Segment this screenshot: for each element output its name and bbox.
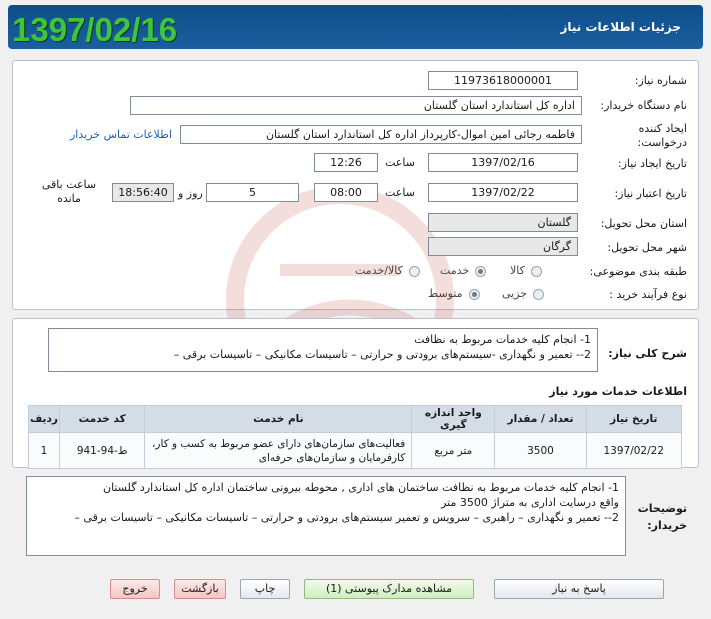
cell-service-code: ط-94-941 — [59, 433, 145, 469]
services-table — [28, 405, 682, 469]
summary-line-1: 1- انجام کلیه خدمات مربوط به نظافت — [414, 333, 591, 346]
summary-box — [48, 328, 598, 372]
buyer-notes-line-3: 2-- تعمیر و نگهداری – راهبری – سرویس و تعمیر سیستم‌های برودتی و حرارتی – تاسیسات مکانیکی – تاسیسات برقی – — [74, 511, 619, 524]
buyer-label: نام دستگاه خریدار: — [600, 99, 687, 112]
radio-icon — [409, 266, 420, 277]
buyer-contact-link[interactable]: اطلاعات تماس خریدار — [70, 128, 172, 141]
creator-field: فاطمه رجائی امین اموال-کارپرداز اداره کل استاندارد استان گلستان — [180, 125, 582, 144]
validity-time-label: ساعت — [385, 186, 415, 199]
col-unit: واحد اندازه گیری — [412, 406, 495, 433]
days-label: روز و — [178, 187, 203, 200]
radio-icon — [533, 289, 544, 300]
cell-service-name: فعالیت‌های سازمان‌های دارای عضو مربوط به کسب و کار، کارفرمایان و سازمان‌های حرفه‌ای — [145, 433, 412, 469]
table-header-row — [29, 406, 682, 433]
buyer-field: اداره کل استاندارد استان گلستان — [130, 96, 582, 115]
col-service-code: کد خدمت — [59, 406, 145, 433]
summary-label: شرح کلی نیاز: — [608, 347, 687, 360]
buyer-notes-label: توضیحات خریدار: — [637, 502, 687, 532]
creator-label: ایجاد کننده درخواست: — [637, 122, 687, 149]
col-row: ردیف — [29, 406, 60, 433]
col-date: تاریخ نیاز — [586, 406, 681, 433]
validity-date-field: 1397/02/22 — [428, 183, 578, 202]
remaining-time-label: ساعت باقی مانده — [41, 178, 97, 205]
created-date-field: 1397/02/16 — [428, 153, 578, 172]
validity-time-field: 08:00 — [314, 183, 378, 202]
radio-selected-icon — [475, 266, 486, 277]
category-option-goods-service[interactable]: کالا/خدمت — [355, 264, 420, 277]
need-number-label: شماره نیاز: — [634, 74, 687, 87]
col-service-name: نام خدمت — [145, 406, 412, 433]
created-date-label: تاریخ ایجاد نیاز: — [617, 157, 687, 170]
validity-date-label: تاریخ اعتبار نیاز: — [614, 187, 687, 200]
attachments-button[interactable]: مشاهده مدارک پیوستی (1) — [304, 579, 474, 599]
buyer-notes-box — [26, 476, 626, 556]
col-qty: تعداد / مقدار — [495, 406, 586, 433]
province-label: استان محل تحویل: — [600, 217, 687, 230]
need-number-field: 11973618000001 — [428, 71, 578, 90]
process-label: نوع فرآیند خرید : — [609, 288, 687, 301]
created-time-label: ساعت — [385, 156, 415, 169]
radio-icon — [531, 266, 542, 277]
buyer-notes-line-2: واقع درسایت اداری به متراژ 3500 متر — [441, 496, 619, 509]
header-date: 1397/02/16 — [12, 11, 178, 48]
cell-unit: متر مربع — [412, 433, 495, 469]
city-label: شهر محل تحویل: — [607, 241, 687, 254]
buyer-notes-line-1: 1- انجام کلیه خدمات مربوط به نظافت ساختمان های اداری , محوطه بیرونی ساختمان اداره کل استاندارد گلستان — [103, 481, 619, 494]
summary-line-2: 2-- تعمیر و نگهداری -سیستم‌های برودتی و حرارتی – تاسیسات مکانیکی – تاسیسات برقی – — [173, 348, 591, 361]
exit-button[interactable]: خروج — [110, 579, 160, 599]
city-field: گرگان — [428, 237, 578, 256]
page-header — [8, 5, 703, 49]
cell-date: 1397/02/22 — [586, 433, 681, 469]
province-field: گلستان — [428, 213, 578, 232]
remaining-time-field: 18:56:40 — [112, 183, 174, 202]
radio-selected-icon — [469, 289, 480, 300]
page-title: جزئیات اطلاعات نیاز — [560, 20, 681, 34]
reply-button[interactable]: پاسخ به نیاز — [494, 579, 664, 599]
process-option-minor[interactable]: جزیی — [502, 287, 544, 300]
services-title: اطلاعات خدمات مورد نیاز — [549, 385, 687, 398]
table-row — [29, 433, 682, 469]
days-remaining-field: 5 — [206, 183, 299, 202]
category-label: طبقه بندی موضوعی: — [589, 265, 687, 278]
print-button[interactable]: چاپ — [240, 579, 290, 599]
cell-row: 1 — [29, 433, 60, 469]
back-button[interactable]: بازگشت — [174, 579, 226, 599]
process-option-medium[interactable]: متوسط — [428, 287, 480, 300]
cell-qty: 3500 — [495, 433, 586, 469]
created-time-field: 12:26 — [314, 153, 378, 172]
category-option-goods[interactable]: کالا — [510, 264, 542, 277]
category-option-service[interactable]: خدمت — [440, 264, 486, 277]
